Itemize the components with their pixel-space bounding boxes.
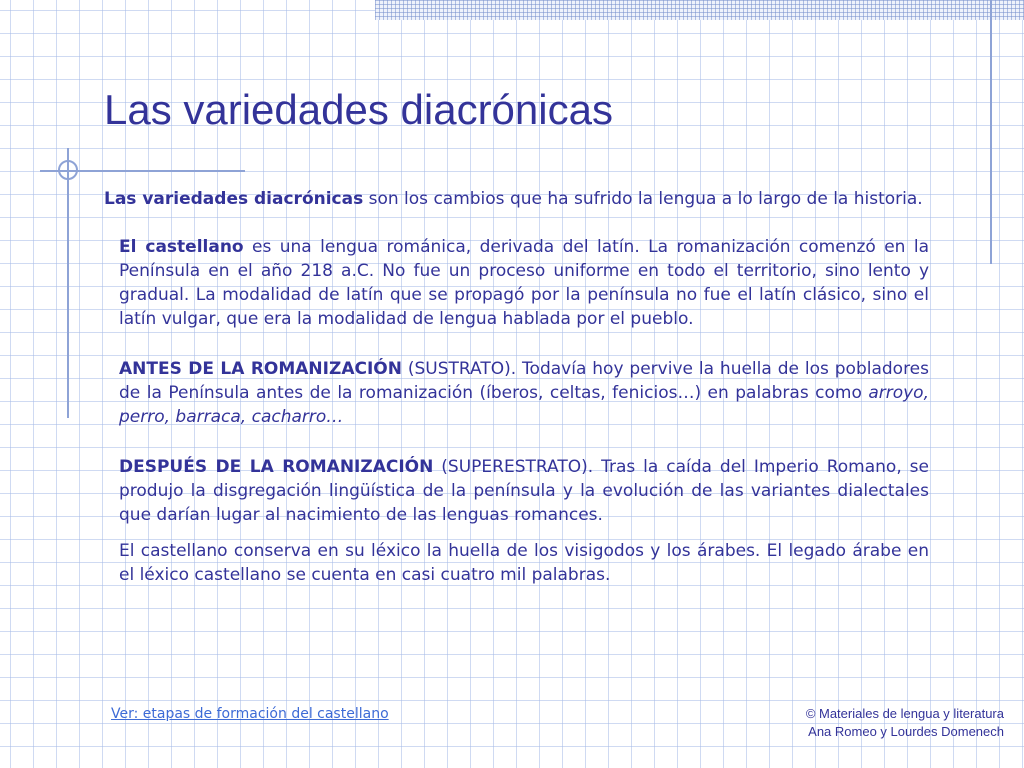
- intro-paragraph: [104, 187, 929, 211]
- castellano-text: es una lengua románica, derivada del latín. La romanización comenzó en la Península en el año 218 a.C. No fue un proceso uniforme en todo el territorio, sino lento y gradual. La modalidad de latín que se propagó por la península no fue el latín clásico, sino el latín vulgar, que era la modalidad de lengua hablada por el pueblo.: [119, 237, 930, 329]
- antes-paragraph: [119, 357, 929, 429]
- intro-text: son los cambios que ha sufrido la lengua a lo largo de la historia.: [363, 189, 923, 209]
- crosshair-ring-icon: [58, 160, 78, 180]
- legado-text: El castellano conserva en su léxico la huella de los visigodos y los árabes. El legado árabe en el léxico castellano se cuenta en casi cuatro mil palabras.: [119, 541, 929, 585]
- antes-heading: ANTES DE LA ROMANIZACIÓN: [119, 359, 402, 379]
- despues-heading: DESPUÉS DE LA ROMANIZACIÓN: [119, 457, 434, 477]
- credits-line-1: © Materiales de lengua y literatura: [805, 706, 1004, 721]
- slide-title: Las variedades diacrónicas: [104, 86, 613, 133]
- despues-paragraph: [119, 455, 929, 527]
- antes-text: (SUSTRATO). Todavía hoy pervive la huella de los pobladores de la Península antes de la romanización (íberos, celtas, fenicios…) en palabras como: [119, 359, 929, 403]
- corner-pattern: [375, 0, 1024, 20]
- credits: [806, 705, 1004, 741]
- castellano-paragraph: [119, 235, 929, 331]
- antes-examples: arroyo, perro, barraca, cacharro…: [119, 383, 929, 427]
- despues-text: (SUPERESTRATO). Tras la caída del Imperio Romano, se produjo la disgregación lingüística de la península y la evolución de las variantes dialectales que darían lugar al nacimiento de las lenguas romances.: [119, 457, 929, 525]
- legado-paragraph: [119, 539, 929, 587]
- etapas-formacion-link[interactable]: Ver: etapas de formación del castellano: [111, 706, 389, 722]
- decorative-vertical-line-right: [990, 0, 992, 264]
- castellano-term: El castellano: [119, 237, 244, 257]
- intro-term: Las variedades diacrónicas: [104, 189, 364, 209]
- credits-line-2: Ana Romeo y Lourdes Domenech: [808, 724, 1004, 739]
- decorative-vertical-line-left: [67, 148, 69, 418]
- slide-body: [104, 187, 929, 587]
